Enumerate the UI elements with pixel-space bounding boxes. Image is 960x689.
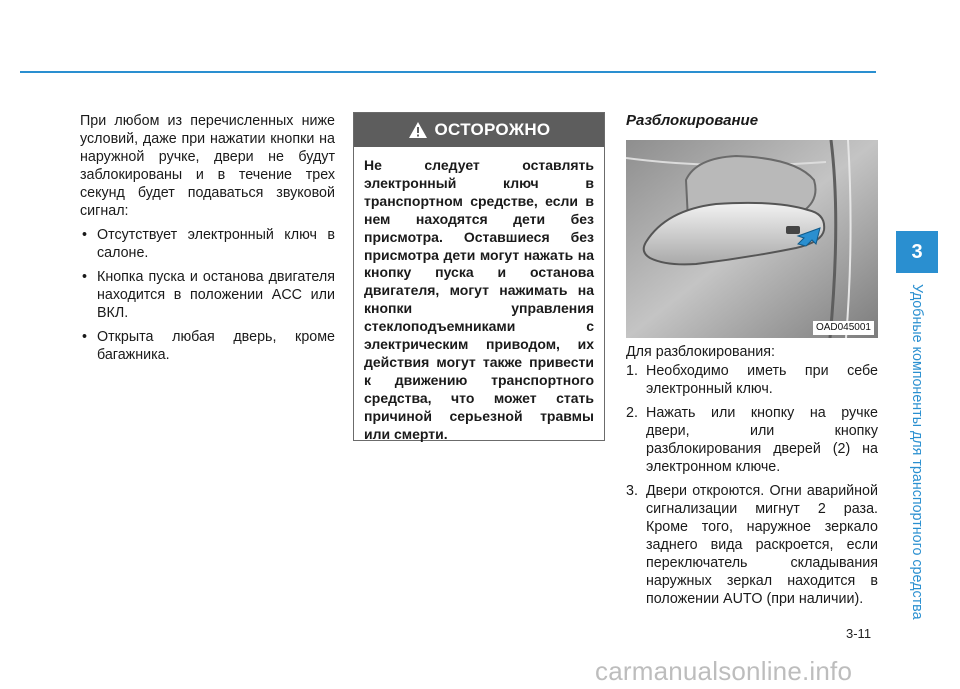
watermark: carmanualsonline.info [595, 656, 853, 686]
warning-text: Не следует оставлять электронный ключ в транспортном средстве, если в нем находятся дети без присмотра. Оставшиеся без присмотра дети могут нажать на кнопку пуска и останова двигателя, могут нажимать на кнопки управления стеклоподъемниками с электрическим приводом, их действия могут также привести к движению транспортного средства, что может стать причиной серьезной травмы или смерти. [364, 157, 594, 442]
conditions-column [80, 112, 335, 364]
warning-title: ОСТОРОЖНО [434, 120, 551, 139]
step-number: 2. [626, 405, 638, 421]
unlock-intro: Для разблокирования: [626, 344, 776, 360]
warning-header [354, 113, 604, 147]
figure-label: OAD045001 [813, 321, 874, 335]
section-title: Разблокирование [626, 112, 759, 129]
step-number: 3. [626, 483, 638, 499]
unlock-steps [626, 362, 878, 614]
page-number: 3-11 [846, 626, 872, 641]
step-text: Нажать или кнопку на ручке двери, или кнопку разблокирования дверей (2) на электронном ключе. [646, 405, 878, 475]
step-text: Двери откроются. Огни аварийной сигнализации мигнут 2 раза. Кроме того, наружное зеркало заднего вида раскроется, если переключатель складывания наружных зеркал находится в положении AUTO (при наличии). [646, 483, 878, 607]
step-number: 1. [626, 363, 638, 379]
list-item [626, 362, 878, 398]
list-item: • Отсутствует электронный ключ в салоне. [80, 226, 335, 262]
top-rule [20, 71, 876, 73]
list-item: • Открыта любая дверь, кроме багажника. [80, 328, 335, 364]
chapter-number-badge: 3 [896, 231, 938, 273]
chapter-title: Удобные компоненты для транспортного средства [909, 284, 925, 620]
conditions-intro: При любом из перечисленных ниже условий, даже при нажатии кнопки на наружной ручке, двери не будут заблокированы и в течение трех секунд будет подаваться звуковой сигнал: [80, 113, 335, 219]
conditions-list [80, 226, 335, 364]
step-text: Необходимо иметь при себе электронный ключ. [646, 363, 878, 397]
door-handle-figure [626, 140, 878, 338]
unlock-column [626, 112, 878, 607]
warning-triangle-icon [408, 121, 428, 139]
list-item: • Кнопка пуска и останова двигателя находится в положении ACC или ВКЛ. [80, 268, 335, 322]
door-handle-illustration [626, 140, 878, 338]
list-item [626, 482, 878, 608]
warning-box [353, 112, 605, 441]
list-item [626, 404, 878, 476]
